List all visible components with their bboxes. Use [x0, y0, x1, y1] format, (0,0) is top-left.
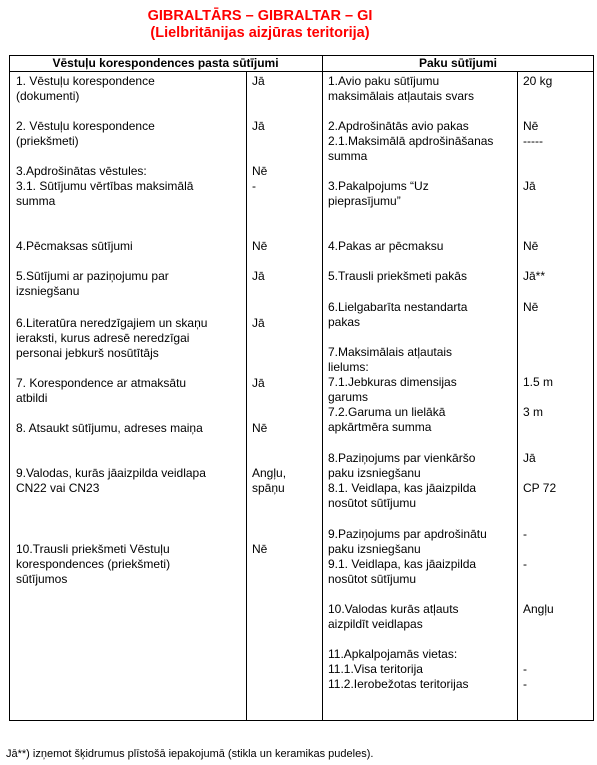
parcels-item-value: - - [523, 662, 527, 691]
parcels-item-value: Jā [523, 179, 536, 193]
letters-item-value: Jā [252, 74, 265, 88]
letters-item-label: 3.Apdrošinātas vēstules: 3.1. Sūtījumu vērtības maksimālā summa [16, 164, 194, 208]
letters-item-value: Jā [252, 316, 265, 330]
letters-item-value: Angļu, spāņu [252, 466, 287, 495]
parcels-item-value: Angļu [523, 602, 554, 616]
letters-item-value: Nē - [252, 164, 268, 193]
parcels-item-value: Jā** [523, 269, 546, 283]
letters-item-label: 2. Vēstuļu korespondence (priekšmeti) [16, 119, 155, 148]
parcels-item-value: Jā CP 72 [523, 451, 557, 495]
parcels-item-label: 10.Valodas kurās atļauts aizpildīt veidlapas [328, 602, 459, 631]
parcels-item-label: 6.Lielgabarīta nestandarta pakas [328, 300, 468, 329]
parcels-item-value: Nē [523, 300, 539, 314]
parcels-item-value: 1.5 m 3 m [523, 375, 554, 419]
letters-item-label: 1. Vēstuļu korespondence (dokumenti) [16, 74, 155, 103]
parcels-item-label: 3.Pakalpojums “Uz pieprasījumu” [328, 179, 429, 208]
letters-item-label: 5.Sūtījumi ar paziņojumu par izsniegšanu [16, 269, 169, 298]
header-parcels: Paku sūtījumi [418, 56, 498, 70]
letters-item-value: Jā [252, 119, 265, 133]
column-divider-parcel-values [517, 71, 518, 721]
column-divider-sections [322, 55, 323, 721]
parcels-item-label: 5.Trausli priekšmeti pakās [328, 269, 467, 283]
parcels-item-value: - - [523, 527, 527, 571]
letters-item-label: 10.Trausli priekšmeti Vēstuļu korespondences (priekšmeti) sūtījumos [16, 542, 171, 586]
footnote: Jā**) izņemot šķidrumus plīstošā iepakojumā (stikla un keramikas pudeles). [6, 748, 374, 760]
letters-item-label: 6.Literatūra neredzīgajiem un skaņu ieraksti, kurus adresē neredzīgai personai jebkurš nosūtītājs [16, 316, 208, 360]
letters-item-value: Jā [252, 376, 265, 390]
page-title: GIBRALTĀRS – GIBRALTAR – GI [147, 8, 373, 24]
page-subtitle: (Lielbritānijas aizjūras teritorija) [150, 25, 370, 41]
letters-item-label: 9.Valodas, kurās jāaizpilda veidlapa CN22 vai CN23 [16, 466, 206, 495]
letters-item-label: 7. Korespondence ar atmaksātu atbildi [16, 376, 187, 405]
parcels-item-value: 20 kg [523, 74, 553, 88]
header-letters: Vēstuļu korespondences pasta sūtījumi [52, 56, 279, 70]
parcels-item-label: 8.Paziņojums par vienkāršo paku izsniegšanu 8.1. Veidlapa, kas jāaizpilda nosūtot sūtījumu [328, 451, 477, 510]
header-divider [9, 71, 594, 72]
column-divider-letters-values [246, 71, 247, 721]
letters-item-value: Nē [252, 421, 268, 435]
letters-item-value: Nē [252, 239, 268, 253]
parcels-item-label: 2.Apdrošinātās avio pakas 2.1.Maksimālā apdrošināšanas summa [328, 119, 494, 163]
letters-item-label: 8. Atsaukt sūtījumu, adreses maiņa [16, 421, 203, 435]
parcels-item-label: 9.Paziņojums par apdrošinātu paku izsniegšanu 9.1. Veidlapa, kas jāaizpilda nosūtot sūtījumu [328, 527, 487, 586]
parcels-item-label: 7.Maksimālais atļautais lielums: 7.1.Jebkuras dimensijas garums 7.2.Garuma un lielākā apkārtmēra summa [328, 345, 457, 434]
letters-item-value: Nē [252, 542, 268, 556]
letters-item-value: Jā [252, 269, 265, 283]
letters-item-label: 4.Pēcmaksas sūtījumi [16, 239, 133, 253]
parcels-item-value: Nē ----- [523, 119, 543, 148]
parcels-item-label: 1.Avio paku sūtījumu maksimālais atļautais svars [328, 74, 475, 103]
parcels-item-label: 11.Apkalpojamās vietas: 11.1.Visa teritorija 11.2.Ierobežotas teritorijas [328, 647, 469, 691]
parcels-item-value: Nē [523, 239, 539, 253]
parcels-item-label: 4.Pakas ar pēcmaksu [328, 239, 444, 253]
